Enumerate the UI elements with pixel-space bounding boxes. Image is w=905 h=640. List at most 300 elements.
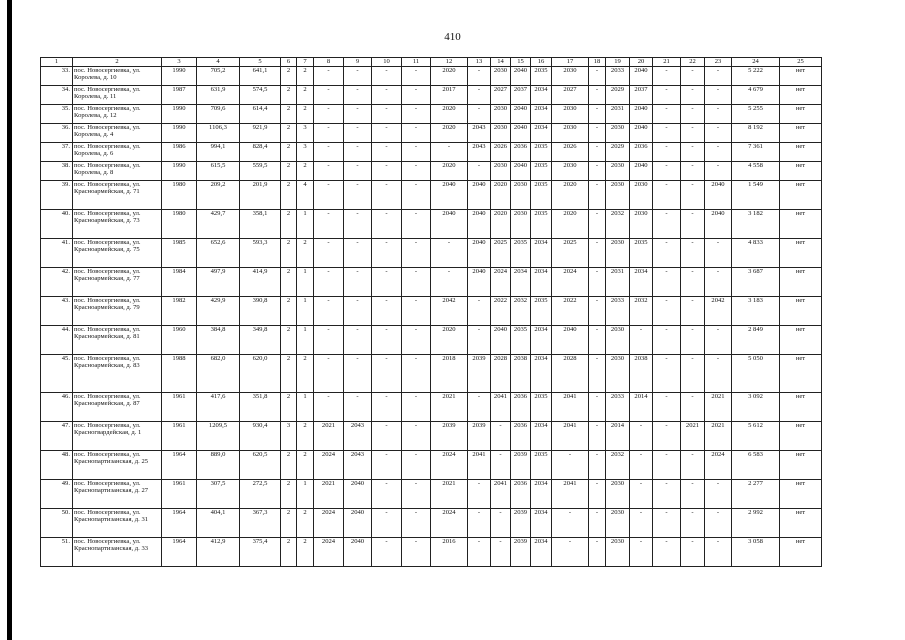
column-number-cell: 16: [531, 58, 552, 67]
table-cell: 2025: [552, 239, 589, 268]
table-cell: 2 277: [732, 480, 780, 509]
table-cell: 3: [281, 422, 297, 451]
row-number-cell: 34.: [41, 86, 73, 105]
table-cell: 2: [297, 355, 314, 393]
table-cell: -: [372, 181, 402, 210]
table-cell: -: [372, 538, 402, 567]
table-cell: нет: [780, 268, 822, 297]
table-cell: 2031: [606, 268, 630, 297]
table-cell: 404,1: [197, 509, 240, 538]
table-cell: нет: [780, 422, 822, 451]
table-cell: -: [372, 239, 402, 268]
table-cell: -: [372, 124, 402, 143]
table-cell: 2040: [705, 210, 732, 239]
column-number-cell: 7: [297, 58, 314, 67]
table-cell: -: [630, 480, 653, 509]
table-cell: -: [314, 105, 344, 124]
table-cell: 2035: [531, 210, 552, 239]
table-cell: -: [705, 509, 732, 538]
table-cell: 614,4: [240, 105, 281, 124]
table-cell: -: [681, 124, 705, 143]
table-row: [41, 124, 822, 143]
table-cell: -: [653, 538, 681, 567]
table-cell: -: [468, 393, 491, 422]
table-cell: 2037: [630, 86, 653, 105]
table-cell: -: [681, 480, 705, 509]
table-cell: нет: [780, 393, 822, 422]
table-cell: -: [589, 538, 606, 567]
table-cell: 2030: [491, 105, 511, 124]
table-cell: -: [589, 297, 606, 326]
table-cell: -: [681, 538, 705, 567]
table-cell: 1961: [162, 393, 197, 422]
table-cell: 1987: [162, 86, 197, 105]
address-cell: пос. Новосергиевка, ул. Красноармейская, д. 79: [73, 297, 162, 326]
table-cell: 2035: [511, 326, 531, 355]
table-cell: 2030: [606, 509, 630, 538]
table-row: [41, 143, 822, 162]
table-cell: 2018: [431, 355, 468, 393]
table-cell: -: [653, 210, 681, 239]
table-cell: 2020: [431, 67, 468, 86]
table-cell: 2: [281, 268, 297, 297]
table-cell: 2: [297, 538, 314, 567]
table-row: [41, 162, 822, 181]
table-cell: 390,8: [240, 297, 281, 326]
table-cell: 2: [281, 143, 297, 162]
column-number-cell: 5: [240, 58, 281, 67]
table-cell: -: [552, 509, 589, 538]
table-cell: -: [372, 143, 402, 162]
table-cell: 2041: [552, 422, 589, 451]
address-cell: пос. Новосергиевка, ул. Красногвардейская, д. 1: [73, 422, 162, 451]
table-cell: 2035: [531, 393, 552, 422]
table-cell: нет: [780, 297, 822, 326]
table-cell: 3 092: [732, 393, 780, 422]
table-cell: 2030: [630, 181, 653, 210]
table-cell: 3: [297, 143, 314, 162]
table-cell: 2032: [511, 297, 531, 326]
table-cell: 2033: [606, 297, 630, 326]
table-cell: 2043: [344, 451, 372, 480]
table-cell: -: [372, 509, 402, 538]
table-cell: 2014: [606, 422, 630, 451]
table-cell: -: [681, 143, 705, 162]
table-cell: 375,4: [240, 538, 281, 567]
table-cell: 2024: [314, 451, 344, 480]
table-cell: 2026: [552, 143, 589, 162]
address-cell: пос. Новосергиевка, ул. Красноармейская, д. 73: [73, 210, 162, 239]
column-number-cell: 11: [402, 58, 431, 67]
table-cell: 2022: [491, 297, 511, 326]
column-number-cell: 4: [197, 58, 240, 67]
table-cell: 559,5: [240, 162, 281, 181]
table-cell: 2039: [511, 451, 531, 480]
table-cell: 2036: [511, 422, 531, 451]
table-cell: -: [344, 162, 372, 181]
table-cell: -: [589, 124, 606, 143]
table-cell: 2030: [511, 210, 531, 239]
table-cell: 2040: [511, 67, 531, 86]
table-cell: -: [431, 143, 468, 162]
table-cell: -: [653, 181, 681, 210]
table-cell: -: [681, 326, 705, 355]
row-number-cell: 49.: [41, 480, 73, 509]
table-cell: -: [314, 239, 344, 268]
table-cell: 2: [281, 355, 297, 393]
table-cell: 2034: [531, 239, 552, 268]
table-cell: -: [552, 538, 589, 567]
column-number-cell: 6: [281, 58, 297, 67]
table-cell: -: [344, 393, 372, 422]
table-cell: 414,9: [240, 268, 281, 297]
table-cell: -: [314, 162, 344, 181]
table-row: [41, 480, 822, 509]
table-cell: -: [402, 538, 431, 567]
table-cell: -: [653, 509, 681, 538]
table-cell: 641,1: [240, 67, 281, 86]
table-cell: -: [589, 326, 606, 355]
table-cell: -: [372, 480, 402, 509]
table-cell: 4 558: [732, 162, 780, 181]
table-cell: -: [589, 86, 606, 105]
table-cell: -: [402, 509, 431, 538]
table-cell: 2040: [468, 181, 491, 210]
table-cell: 2042: [705, 297, 732, 326]
table-cell: 2024: [431, 509, 468, 538]
table-cell: 2030: [606, 162, 630, 181]
table-cell: нет: [780, 538, 822, 567]
table-cell: -: [589, 181, 606, 210]
table-cell: -: [344, 124, 372, 143]
table-row: [41, 326, 822, 355]
row-number-cell: 41.: [41, 239, 73, 268]
table-cell: 2040: [431, 210, 468, 239]
table-cell: нет: [780, 86, 822, 105]
table-cell: 412,9: [197, 538, 240, 567]
table-cell: 2030: [606, 355, 630, 393]
table-cell: -: [431, 239, 468, 268]
table-cell: 1961: [162, 480, 197, 509]
table-cell: 2020: [431, 105, 468, 124]
table-cell: 2: [281, 181, 297, 210]
table-cell: 1986: [162, 143, 197, 162]
table-cell: нет: [780, 181, 822, 210]
table-cell: -: [491, 422, 511, 451]
table-cell: 2030: [606, 538, 630, 567]
table-cell: 2030: [606, 181, 630, 210]
table-cell: 2030: [606, 480, 630, 509]
table-cell: -: [705, 268, 732, 297]
table-cell: 2042: [431, 297, 468, 326]
table-cell: -: [653, 355, 681, 393]
row-number-cell: 51.: [41, 538, 73, 567]
table-cell: 5 612: [732, 422, 780, 451]
table-cell: 1: [297, 480, 314, 509]
table-cell: -: [589, 451, 606, 480]
table-cell: -: [344, 239, 372, 268]
table-cell: 2040: [630, 105, 653, 124]
table-cell: 2040: [468, 268, 491, 297]
table-cell: -: [372, 268, 402, 297]
table-cell: 2030: [511, 181, 531, 210]
table-cell: 2040: [552, 326, 589, 355]
table-row: [41, 355, 822, 393]
table-cell: -: [681, 509, 705, 538]
table-cell: 921,9: [240, 124, 281, 143]
table-cell: -: [705, 105, 732, 124]
page-edge-bar: [7, 0, 12, 640]
table-cell: -: [681, 162, 705, 181]
table-cell: 2036: [511, 393, 531, 422]
table-cell: 2: [281, 393, 297, 422]
table-cell: нет: [780, 105, 822, 124]
table-cell: -: [653, 239, 681, 268]
table-cell: -: [402, 326, 431, 355]
table-cell: -: [402, 393, 431, 422]
table-row: [41, 538, 822, 567]
table-cell: -: [681, 210, 705, 239]
table-cell: 2: [281, 124, 297, 143]
table-cell: -: [402, 67, 431, 86]
column-number-cell: 20: [630, 58, 653, 67]
housing-register-table: [40, 57, 822, 567]
table-cell: 1964: [162, 509, 197, 538]
table-cell: 2040: [344, 538, 372, 567]
column-number-cell: 17: [552, 58, 589, 67]
table-cell: -: [653, 143, 681, 162]
table-cell: 2027: [491, 86, 511, 105]
table-cell: -: [705, 162, 732, 181]
table-cell: 2041: [552, 393, 589, 422]
table-cell: 2037: [511, 86, 531, 105]
table-cell: -: [681, 355, 705, 393]
table-cell: 2041: [491, 480, 511, 509]
table-cell: 2 849: [732, 326, 780, 355]
table-cell: 2025: [491, 239, 511, 268]
table-cell: -: [552, 451, 589, 480]
table-cell: 2035: [531, 143, 552, 162]
table-cell: 2024: [314, 538, 344, 567]
address-cell: пос. Новосергиевка, ул. Краснопартизанская, д. 31: [73, 509, 162, 538]
table-cell: 2: [281, 538, 297, 567]
table-cell: 2020: [431, 326, 468, 355]
table-cell: 2020: [491, 210, 511, 239]
column-number-cell: 8: [314, 58, 344, 67]
table-cell: 2039: [431, 422, 468, 451]
table-cell: 307,5: [197, 480, 240, 509]
table-cell: -: [630, 326, 653, 355]
column-number-cell: 19: [606, 58, 630, 67]
table-cell: 2040: [431, 181, 468, 210]
table-cell: 2024: [705, 451, 732, 480]
table-cell: 2034: [531, 538, 552, 567]
table-cell: -: [402, 451, 431, 480]
table-cell: -: [705, 326, 732, 355]
table-cell: -: [372, 393, 402, 422]
table-cell: 2040: [511, 105, 531, 124]
table-cell: 2040: [468, 239, 491, 268]
table-cell: 2021: [431, 480, 468, 509]
table-cell: 2: [297, 509, 314, 538]
table-cell: 2020: [431, 124, 468, 143]
table-cell: -: [589, 162, 606, 181]
table-cell: 2020: [552, 210, 589, 239]
table-cell: 2035: [531, 451, 552, 480]
table-cell: 620,0: [240, 355, 281, 393]
table-cell: 2035: [511, 239, 531, 268]
table-cell: -: [681, 393, 705, 422]
column-number-cell: 13: [468, 58, 491, 67]
table-cell: -: [705, 67, 732, 86]
table-cell: -: [653, 393, 681, 422]
table-cell: -: [491, 509, 511, 538]
table-cell: 1: [297, 326, 314, 355]
address-cell: пос. Новосергиевка, ул. Королева, д. 12: [73, 105, 162, 124]
table-cell: 2030: [630, 210, 653, 239]
table-cell: 2040: [630, 124, 653, 143]
table-cell: -: [402, 480, 431, 509]
table-cell: 2028: [491, 355, 511, 393]
table-cell: 272,5: [240, 480, 281, 509]
table-cell: -: [681, 67, 705, 86]
table-cell: -: [653, 105, 681, 124]
table-cell: 2: [297, 451, 314, 480]
table-cell: -: [314, 210, 344, 239]
table-cell: -: [468, 105, 491, 124]
table-cell: 2021: [705, 422, 732, 451]
table-row: [41, 239, 822, 268]
table-cell: 994,1: [197, 143, 240, 162]
table-cell: 2: [281, 480, 297, 509]
table-cell: -: [372, 162, 402, 181]
table-cell: 631,9: [197, 86, 240, 105]
table-cell: -: [468, 162, 491, 181]
table-cell: 620,5: [240, 451, 281, 480]
table-cell: -: [372, 105, 402, 124]
table-cell: -: [630, 422, 653, 451]
table-cell: 2: [281, 239, 297, 268]
table-cell: 358,1: [240, 210, 281, 239]
table-cell: 1209,5: [197, 422, 240, 451]
table-cell: 2043: [344, 422, 372, 451]
table-cell: 2034: [531, 326, 552, 355]
table-cell: -: [630, 538, 653, 567]
table-cell: -: [589, 143, 606, 162]
address-cell: пос. Новосергиевка, ул. Красноармейская, д. 83: [73, 355, 162, 393]
table-cell: -: [314, 86, 344, 105]
table-cell: 1106,3: [197, 124, 240, 143]
table-cell: 2021: [705, 393, 732, 422]
table-cell: -: [468, 86, 491, 105]
table-cell: 1990: [162, 67, 197, 86]
table-cell: 709,6: [197, 105, 240, 124]
table-cell: 2032: [606, 451, 630, 480]
table-cell: -: [589, 509, 606, 538]
table-cell: 4 679: [732, 86, 780, 105]
table-cell: 209,2: [197, 181, 240, 210]
column-number-cell: 2: [73, 58, 162, 67]
table-cell: 2021: [314, 422, 344, 451]
table-cell: -: [653, 451, 681, 480]
table-cell: 2035: [531, 181, 552, 210]
table-cell: 2033: [606, 393, 630, 422]
table-cell: 2: [297, 239, 314, 268]
table-cell: 2021: [681, 422, 705, 451]
table-cell: 828,4: [240, 143, 281, 162]
table-cell: 351,8: [240, 393, 281, 422]
address-cell: пос. Новосергиевка, ул. Королева, д. 4: [73, 124, 162, 143]
table-cell: -: [653, 162, 681, 181]
table-cell: 1985: [162, 239, 197, 268]
table-cell: 2038: [630, 355, 653, 393]
row-number-cell: 38.: [41, 162, 73, 181]
table-cell: 593,3: [240, 239, 281, 268]
table-cell: 2024: [431, 451, 468, 480]
table-cell: 2034: [531, 509, 552, 538]
table-cell: 1990: [162, 105, 197, 124]
table-cell: 1 549: [732, 181, 780, 210]
page-number: 410: [444, 31, 461, 43]
column-number-cell: 1: [41, 58, 73, 67]
table-cell: -: [589, 480, 606, 509]
table-cell: 2035: [531, 67, 552, 86]
table-cell: -: [705, 124, 732, 143]
table-cell: -: [705, 239, 732, 268]
table-cell: 367,3: [240, 509, 281, 538]
table-cell: 2024: [491, 268, 511, 297]
table-cell: -: [402, 181, 431, 210]
table-cell: -: [468, 480, 491, 509]
table-cell: 2033: [606, 67, 630, 86]
address-cell: пос. Новосергиевка, ул. Королева, д. 6: [73, 143, 162, 162]
table-cell: 2: [281, 451, 297, 480]
table-cell: 384,8: [197, 326, 240, 355]
table-cell: нет: [780, 480, 822, 509]
column-number-cell: 25: [780, 58, 822, 67]
table-cell: 2014: [630, 393, 653, 422]
table-cell: -: [431, 268, 468, 297]
table-cell: нет: [780, 67, 822, 86]
table-cell: -: [681, 268, 705, 297]
table-cell: -: [344, 326, 372, 355]
row-number-cell: 46.: [41, 393, 73, 422]
table-cell: -: [589, 355, 606, 393]
table-cell: -: [314, 143, 344, 162]
table-cell: 615,5: [197, 162, 240, 181]
table-cell: 1: [297, 268, 314, 297]
table-cell: 1: [297, 210, 314, 239]
table-cell: -: [468, 297, 491, 326]
table-cell: 3 058: [732, 538, 780, 567]
table-cell: 652,6: [197, 239, 240, 268]
table-cell: 2030: [552, 105, 589, 124]
table-cell: -: [314, 297, 344, 326]
table-cell: 2029: [606, 143, 630, 162]
table-row: [41, 393, 822, 422]
table-cell: 2039: [511, 509, 531, 538]
table-cell: -: [468, 326, 491, 355]
address-cell: пос. Новосергиевка, ул. Королева, д. 11: [73, 86, 162, 105]
row-number-cell: 45.: [41, 355, 73, 393]
table-cell: 2020: [491, 181, 511, 210]
table-cell: 2021: [431, 393, 468, 422]
table-cell: 2034: [531, 355, 552, 393]
table-cell: 2039: [468, 422, 491, 451]
table-cell: 2: [281, 67, 297, 86]
address-cell: пос. Новосергиевка, ул. Краснопартизанская, д. 33: [73, 538, 162, 567]
column-number-cell: 12: [431, 58, 468, 67]
